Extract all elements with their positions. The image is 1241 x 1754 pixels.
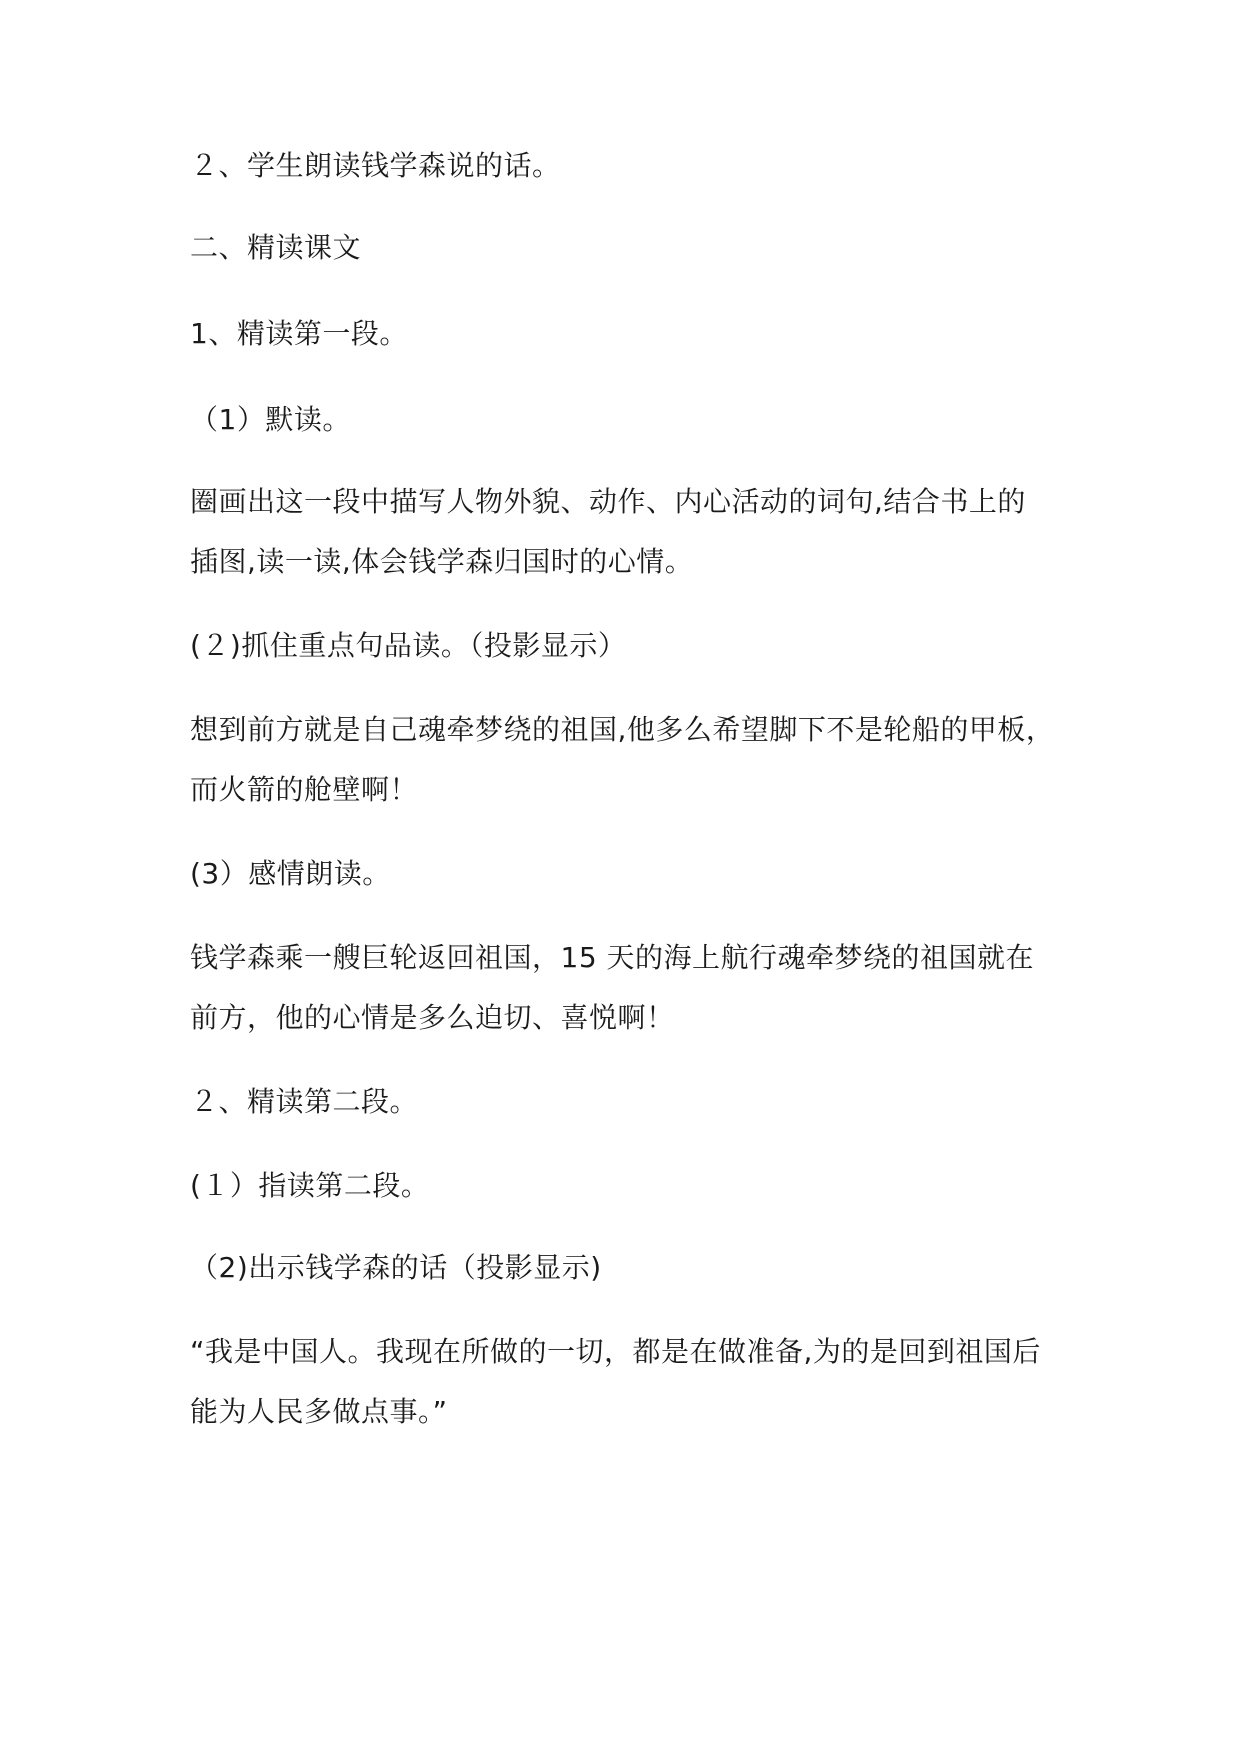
step-1-first-paragraph: 1、精读第一段。 xyxy=(190,317,408,350)
substep-show-quote: （2)出示钱学森的话（投影显示) xyxy=(190,1251,602,1284)
paragraph-line: 圈画出这一段中描写人物外貌、动作、内心活动的词句,结合书上的 xyxy=(190,485,1026,518)
paragraph-line: 插图,读一读,体会钱学森归国时的心情。 xyxy=(190,545,694,578)
quote-line: 而火箭的舱壁啊！ xyxy=(190,773,419,806)
quote-line: 想到前方就是自己魂牵梦绕的祖国,他多么希望脚下不是轮船的甲板， xyxy=(190,713,1055,746)
section-heading-close-reading: 二、精读课文 xyxy=(190,231,362,264)
paragraph-line: 钱学森乘一艘巨轮返回祖国，15 天的海上航行魂牵梦绕的祖国就在 xyxy=(190,941,1035,974)
quote-line: “我是中国人。我现在所做的一切，都是在做准备,为的是回到祖国后 xyxy=(190,1335,1041,1368)
paragraph-line: 前方，他的心情是多么迫切、喜悦啊！ xyxy=(190,1001,675,1034)
substep-guided-reading: (１）指读第二段。 xyxy=(190,1169,430,1202)
substep-key-sentence: (２)抓住重点句品读。（投影显示） xyxy=(190,629,627,662)
substep-emotional-reading: (3）感情朗读。 xyxy=(190,857,391,890)
step-2-second-paragraph: ２、精读第二段。 xyxy=(190,1085,419,1118)
substep-silent-reading: （1）默读。 xyxy=(190,403,351,436)
quote-line: 能为人民多做点事。” xyxy=(190,1395,448,1428)
step-2-read-quote: ２、学生朗读钱学森说的话。 xyxy=(190,149,561,182)
